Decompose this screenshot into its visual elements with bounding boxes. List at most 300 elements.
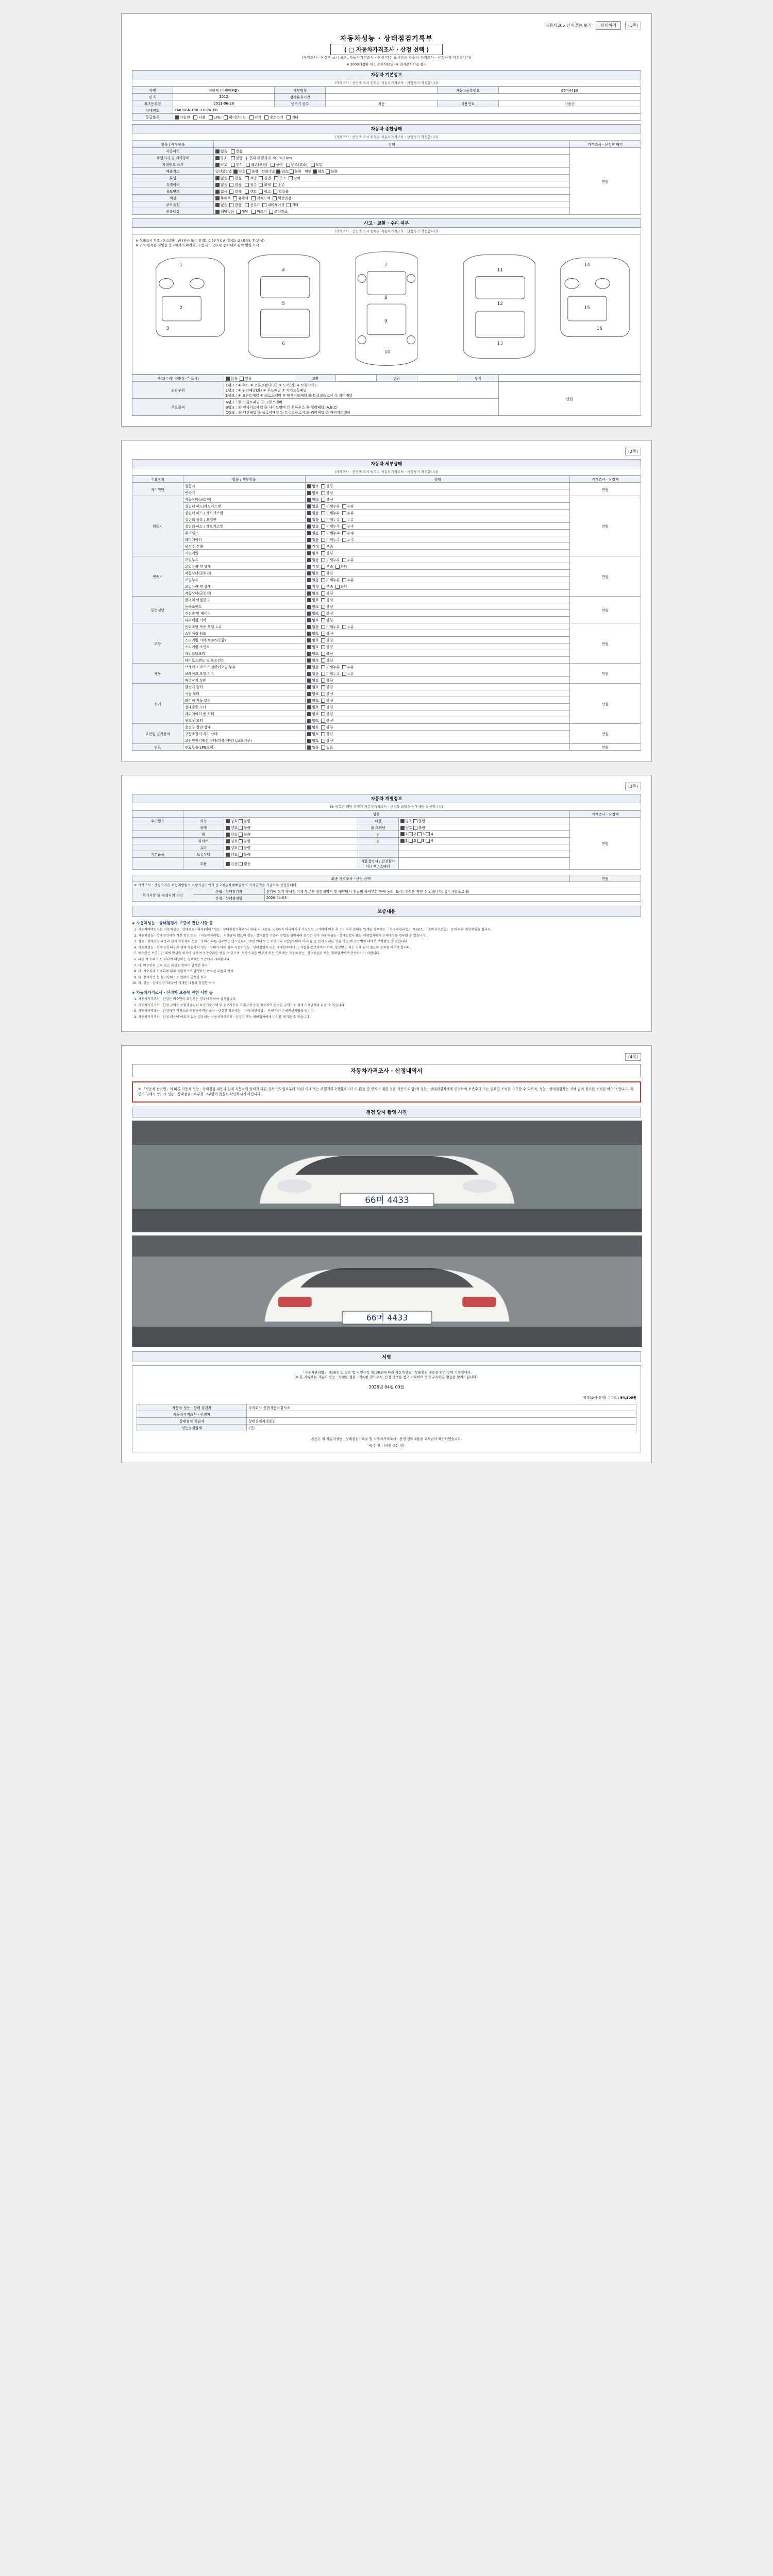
- sig-label-2: 상태점검 책임자: [137, 1417, 247, 1424]
- general-row-state-8[interactable]: [213, 201, 569, 208]
- emission-hc-good[interactable]: 양호: [276, 170, 288, 174]
- other-opt-5-0-0[interactable]: 양호: [226, 853, 238, 857]
- detail-opt-7-0-1[interactable]: 불량: [321, 725, 333, 730]
- final-price-title: 최종 가격조사 · 산정 금액: [132, 875, 570, 882]
- detail-opt-2-0-2[interactable]: 누유: [342, 558, 354, 562]
- detail-state-7-1[interactable]: [305, 731, 569, 737]
- detail-opt-1-6-2[interactable]: 누수: [342, 538, 354, 542]
- other-opt-3-1-2[interactable]: 3: [417, 839, 425, 843]
- detail-opt-5-0-2[interactable]: 누유: [342, 665, 354, 669]
- detail-opt-2-4-0[interactable]: 적정: [307, 585, 319, 589]
- detail-opt-5-0-0[interactable]: 없음: [307, 665, 319, 669]
- accident-history-label: 사고(수리)이력(유·무 표시): [132, 375, 224, 382]
- vin-opt-4[interactable]: 변조(위조): [286, 163, 308, 167]
- detail-state-7-2[interactable]: [305, 737, 569, 744]
- other-opt-1-1-0[interactable]: 양호: [400, 826, 412, 830]
- detail-opt-6-2-0[interactable]: 양호: [307, 699, 319, 703]
- detail-opt-2-3-1[interactable]: 미세누유: [321, 578, 340, 582]
- other-opt-1-1-1[interactable]: 불량: [413, 826, 425, 830]
- detail-state-1-4[interactable]: [305, 523, 569, 530]
- detail-opt-8-0-1[interactable]: 있음: [321, 745, 333, 750]
- special-yes[interactable]: 있음: [229, 183, 241, 187]
- vin-opt-0[interactable]: 양호: [215, 163, 227, 167]
- detail-state-4-1[interactable]: [305, 630, 569, 637]
- detail-opt-7-1-0[interactable]: 양호: [307, 732, 319, 736]
- tuning-none[interactable]: 없음: [215, 176, 227, 180]
- detail-opt-3-3-1[interactable]: 불량: [321, 618, 333, 622]
- general-row-state-7[interactable]: [213, 195, 569, 201]
- other-opt-6-0-0[interactable]: 있음: [226, 862, 238, 866]
- emission-hc-bad[interactable]: 불량: [290, 170, 301, 174]
- other-opt-3-0-0[interactable]: 양호: [226, 839, 238, 843]
- accident-corrosion-label: 부식: [458, 375, 498, 382]
- detail-opt-4-2-0[interactable]: 양호: [307, 638, 319, 642]
- grade-opt-2[interactable]: LPG: [209, 115, 221, 120]
- detail-opt-7-2-0[interactable]: 양호: [307, 739, 319, 743]
- general-row-state-5[interactable]: [213, 181, 569, 188]
- other-cell-state-6-1[interactable]: [398, 858, 569, 870]
- detail-opt-1-3-2[interactable]: 누유: [342, 518, 354, 522]
- detail-group-7: 고전원 전기장치: [132, 724, 183, 744]
- other-cell-state-0-0[interactable]: [224, 818, 358, 824]
- detail-opt-3-0-0[interactable]: 양호: [307, 598, 319, 602]
- detail-opt-1-4-1[interactable]: 미세누수: [321, 524, 340, 529]
- detail-opt-3-2-1[interactable]: 불량: [321, 612, 333, 616]
- basic-value-trans: 자동: [326, 100, 438, 107]
- detail-opt-4-4-1[interactable]: 불량: [321, 652, 333, 656]
- other-cell-label-1-1: 룸 크리닝: [358, 824, 398, 831]
- detail-opt-1-8-1[interactable]: 불량: [321, 551, 333, 555]
- part-ranks: [224, 382, 498, 399]
- detail-opt-7-1-1[interactable]: 불량: [321, 732, 333, 736]
- detail-row: [132, 637, 641, 643]
- other-opt-2-1-3[interactable]: 4: [426, 832, 433, 836]
- detail-opt-1-3-1[interactable]: 미세누유: [321, 518, 340, 522]
- option-sunroof[interactable]: 선루프: [245, 203, 260, 207]
- detail-opt-6-4-0[interactable]: 양호: [307, 712, 319, 716]
- usechange-yes[interactable]: 있음: [229, 190, 241, 194]
- tuning-device[interactable]: 장치: [289, 176, 300, 180]
- detail-state-4-0[interactable]: [305, 623, 569, 630]
- detail-opt-4-3-1[interactable]: 불량: [321, 645, 333, 649]
- other-cell-state-5-1[interactable]: [398, 851, 569, 858]
- detail-state-0-1[interactable]: [305, 489, 569, 496]
- detail-opt-0-0-1[interactable]: 불량: [321, 484, 333, 488]
- detail-opt-1-1-0[interactable]: 없음: [307, 504, 319, 509]
- color-changed[interactable]: 색상변경: [273, 196, 291, 200]
- basic-value-plate: 66머4433: [498, 87, 641, 94]
- detail-opt-0-0-0[interactable]: 양호: [307, 484, 319, 488]
- grade-opt-6[interactable]: 기타: [287, 115, 298, 120]
- color-full-paint[interactable]: 전체도색: [251, 196, 270, 200]
- other-cell-state-2-1[interactable]: [398, 831, 569, 838]
- page4-toolbar: [132, 1053, 641, 1061]
- special-none[interactable]: 없음: [215, 183, 227, 187]
- detail-state-8-0[interactable]: [305, 744, 569, 751]
- special-flood[interactable]: 침수: [245, 183, 257, 187]
- other-cell-state-1-0[interactable]: [224, 824, 358, 831]
- detail-opt-6-0-1[interactable]: 불량: [321, 685, 333, 689]
- svg-text:15: 15: [584, 306, 591, 311]
- detail-opt-2-4-1[interactable]: 부족: [321, 585, 333, 589]
- other-cell-state-4-0[interactable]: [224, 844, 358, 851]
- detail-state-3-0[interactable]: [305, 597, 569, 603]
- detail-row: [132, 630, 641, 637]
- warranty-list-2: [132, 997, 641, 1020]
- chk-good-1[interactable]: 양호: [215, 156, 227, 160]
- detail-opt-2-2-0[interactable]: 양호: [307, 571, 319, 575]
- detail-opt-2-1-0[interactable]: 적정: [307, 565, 319, 569]
- detail-state-1-5[interactable]: [305, 530, 569, 536]
- detail-opt-6-3-1[interactable]: 불량: [321, 705, 333, 709]
- detail-opt-2-5-1[interactable]: 불량: [321, 591, 333, 596]
- special-total[interactable]: 전손: [273, 183, 285, 187]
- detail-state-2-4[interactable]: [305, 583, 569, 590]
- recall-na[interactable]: 해당없음: [215, 210, 234, 214]
- sig-value-2: 상태점검자명종인: [247, 1417, 636, 1424]
- other-opt-3-0-1[interactable]: 불량: [239, 839, 250, 843]
- other-cell-state-5-0[interactable]: [224, 851, 358, 858]
- detail-opt-1-7-1[interactable]: 부족: [321, 545, 333, 549]
- detail-opt-1-8-0[interactable]: 양호: [307, 551, 319, 555]
- final-price-note: ※ 가격조사 · 산정가격은 보험개발원의 차량기준가액과 중고자동차매매업자의 거래금액을 기준으로 산정합니다.: [132, 882, 641, 888]
- detail-section-title: 자동차 세부상태: [132, 459, 641, 468]
- detail-opt-1-4-0[interactable]: 없음: [307, 524, 319, 529]
- other-cell-state-2-0[interactable]: [224, 831, 358, 838]
- grade-opt-4[interactable]: 전기: [249, 115, 261, 120]
- detail-opt-6-0-0[interactable]: 양호: [307, 685, 319, 689]
- warranty-item-2-2: 3. 자동차가격조사 · 산정자가 거짓으로 자동차가격을 조사 · 산정한 경우에는 「자동차관리법」 등에 따라 손해배상책임을 집니다.: [138, 1009, 641, 1014]
- signature-row: [137, 1411, 636, 1417]
- detail-state-2-5[interactable]: [305, 590, 569, 597]
- other-cell-state-3-1[interactable]: [398, 838, 569, 844]
- warranty-title: 보증내용: [132, 906, 641, 917]
- option-etc[interactable]: 기타: [287, 203, 298, 207]
- detail-opt-1-0-0[interactable]: 양호: [307, 498, 319, 502]
- general-row-state-3[interactable]: [213, 168, 569, 175]
- detail-state-1-8[interactable]: [305, 550, 569, 556]
- option-navi[interactable]: 내비게이션: [262, 203, 284, 207]
- detail-opt-5-1-1[interactable]: 미세누유: [321, 672, 340, 676]
- usechange-rent[interactable]: 렌트: [245, 190, 257, 194]
- svg-text:11: 11: [497, 267, 503, 273]
- general-row-state-1[interactable]: 양호 불량 | 현재 주행거리 90,917 km: [213, 155, 569, 161]
- grade-opt-5[interactable]: 수소전기: [264, 115, 283, 120]
- detail-col-state: 상태: [305, 476, 569, 483]
- detail-opt-7-0-0[interactable]: 양호: [307, 725, 319, 730]
- detail-state-3-2[interactable]: [305, 610, 569, 617]
- detail-opt-2-2-1[interactable]: 불량: [321, 571, 333, 575]
- detail-row: [132, 724, 641, 731]
- detail-state-2-0[interactable]: [305, 556, 569, 563]
- other-opt-3-1-3[interactable]: 4: [426, 839, 433, 843]
- tuning-yes[interactable]: 있음: [229, 176, 241, 180]
- option-none[interactable]: 없음: [215, 203, 227, 207]
- basic-grade-options[interactable]: [173, 114, 641, 121]
- detail-state-7-0[interactable]: [305, 724, 569, 731]
- basic-value-inspection: [326, 94, 641, 100]
- detail-opt-1-1-1[interactable]: 미세누유: [321, 504, 340, 509]
- detail-opt-2-1-1[interactable]: 부족: [321, 565, 333, 569]
- detail-opt-1-2-2[interactable]: 누유: [342, 511, 354, 515]
- recall-done[interactable]: 조치완료: [269, 210, 288, 214]
- detail-opt-6-2-1[interactable]: 불량: [321, 699, 333, 703]
- general-row-state-9[interactable]: [213, 208, 569, 215]
- detail-opt-3-1-0[interactable]: 양호: [307, 605, 319, 609]
- accident-history-state[interactable]: [224, 375, 295, 382]
- accident-none[interactable]: 없음: [226, 377, 238, 381]
- detail-opt-3-0-1[interactable]: 불량: [321, 598, 333, 602]
- detail-state-6-4[interactable]: [305, 710, 569, 717]
- other-opt-3-1-0[interactable]: 1: [400, 839, 408, 843]
- detail-col-item: 항목 / 세부항목: [183, 476, 305, 483]
- general-row-state-0[interactable]: [213, 148, 569, 155]
- other-opt-3-1-1[interactable]: 2: [409, 839, 416, 843]
- detail-opt-3-3-0[interactable]: 양호: [307, 618, 319, 622]
- detail-opt-2-4-2[interactable]: 과다: [335, 585, 347, 589]
- usechange-none[interactable]: 없음: [215, 190, 227, 194]
- tuning-structure[interactable]: 구조: [274, 176, 286, 180]
- other-cell-state-4-1[interactable]: [398, 844, 569, 851]
- other-name-3: [132, 838, 183, 844]
- detail-opt-4-0-2[interactable]: 누유: [342, 625, 354, 629]
- detail-opt-1-6-1[interactable]: 미세누수: [321, 538, 340, 542]
- detail-opt-1-1-2[interactable]: 누유: [342, 504, 354, 509]
- detail-state-1-0[interactable]: [305, 496, 569, 503]
- detail-opt-7-2-1[interactable]: 불량: [321, 739, 333, 743]
- detail-item-5-0: 브레이크 마스터 실린더오일 누유: [183, 664, 305, 670]
- general-col-price: 가격조사 · 산정액 빼기: [569, 141, 641, 148]
- detail-state-6-0[interactable]: [305, 684, 569, 690]
- other-opt-2-1-2[interactable]: 3: [417, 832, 425, 836]
- vin-opt-2[interactable]: 훼손(오염): [246, 163, 267, 167]
- detail-opt-1-0-1[interactable]: 불량: [321, 498, 333, 502]
- option-yes[interactable]: 있음: [229, 203, 241, 207]
- grade-opt-3[interactable]: 하이브리드: [224, 115, 246, 120]
- detail-opt-2-0-0[interactable]: 없음: [307, 558, 319, 562]
- other-cell-label-5-1: [358, 851, 398, 858]
- warranty-item-1-4: 5. 매수인은 보증기간 내에 발생한 하자에 대하여 보증수리를 받을 수 있으며, 보증수리를 받고자 하는 경우에는 자동차성능 · 상태점검자 또는 매매업자에게 연락하시기 바랍니다.: [138, 951, 641, 956]
- other-opt-1-0-1[interactable]: 불량: [239, 826, 250, 830]
- other-opt-1-0-0[interactable]: 양호: [226, 826, 238, 830]
- other-cell-label-3-1: 전: [358, 838, 398, 844]
- detail-item-1-0: 작동상태(공회전): [183, 496, 305, 503]
- other-name-2: [132, 831, 183, 838]
- detail-opt-0-1-1[interactable]: 불량: [321, 491, 333, 495]
- detail-opt-3-2-0[interactable]: 양호: [307, 612, 319, 616]
- detail-opt-4-1-0[interactable]: 양호: [307, 632, 319, 636]
- detail-opt-5-2-1[interactable]: 불량: [321, 679, 333, 683]
- emission-smoke-good[interactable]: 양호: [313, 170, 325, 174]
- other-opt-6-0-1[interactable]: 없음: [239, 862, 250, 866]
- detail-opt-2-1-2[interactable]: 과다: [335, 565, 347, 569]
- detail-state-4-4[interactable]: [305, 650, 569, 657]
- sig-label-1: 자동차가격조사 · 산정자: [137, 1411, 247, 1417]
- emission-smoke-bad[interactable]: 불량: [326, 170, 338, 174]
- other-cell-state-0-1[interactable]: [398, 818, 569, 824]
- odometer-label: 현재 주행거리: [249, 156, 271, 160]
- title-select-box[interactable]: ( □ 자동차가격조사 · 산정 선택 ): [330, 44, 443, 55]
- emission-co-good[interactable]: 양호: [233, 170, 245, 174]
- detail-state-5-1[interactable]: [305, 670, 569, 677]
- detail-row: [132, 583, 641, 590]
- other-opt-4-0-0[interactable]: 양호: [226, 846, 238, 850]
- special-fire[interactable]: 화재: [259, 183, 271, 187]
- vin-opt-1[interactable]: 부식: [231, 163, 243, 167]
- chk-bad-1[interactable]: 불량: [231, 156, 243, 160]
- emission-co-bad[interactable]: 불량: [246, 170, 258, 174]
- detail-opt-1-5-0[interactable]: 없음: [307, 531, 319, 535]
- detail-opt-1-2-1[interactable]: 미세누유: [321, 511, 340, 515]
- detail-opt-5-1-0[interactable]: 없음: [307, 672, 319, 676]
- rank-1: 1랭크 : ① 후드 ② 프론트펜더(좌) ③ 도어(좌) ④ 트렁크리드: [225, 383, 318, 387]
- general-row-state-6[interactable]: [213, 188, 569, 195]
- detail-opt-4-5-1[interactable]: 불량: [321, 658, 333, 663]
- other-opt-0-0-1[interactable]: 불량: [239, 819, 250, 823]
- other-opt-0-0-0[interactable]: 양호: [226, 819, 238, 823]
- detail-state-4-2[interactable]: [305, 637, 569, 643]
- usechange-lease[interactable]: 리스: [259, 190, 271, 194]
- detail-state-6-2[interactable]: [305, 697, 569, 704]
- warranty-item-2-3: 4. 자동차가격조사 · 산정 내용에 이의가 있는 경우에는 자동차가격조사 · 산정자 또는 매매업자에게 이의를 제기할 수 있습니다.: [138, 1015, 641, 1020]
- svg-text:66머 4433: 66머 4433: [365, 1194, 409, 1205]
- other-opt-2-0-1[interactable]: 불량: [239, 833, 250, 837]
- grade-opt-1[interactable]: 디젤: [193, 115, 205, 120]
- detail-state-3-1[interactable]: [305, 603, 569, 610]
- detail-opt-4-1-1[interactable]: 불량: [321, 632, 333, 636]
- other-cell-state-6-0[interactable]: [224, 858, 358, 870]
- svg-text:8: 8: [384, 295, 388, 301]
- other-cell-label-3-0: 타이어: [183, 838, 224, 844]
- recall-yes[interactable]: 해당: [237, 210, 248, 214]
- detail-opt-1-2-0[interactable]: 없음: [307, 511, 319, 515]
- detail-opt-4-4-0[interactable]: 양호: [307, 652, 319, 656]
- other-table: [132, 810, 641, 870]
- detail-state-1-6[interactable]: [305, 536, 569, 543]
- detail-opt-6-3-0[interactable]: 양호: [307, 705, 319, 709]
- color-achromatic[interactable]: 무채색: [215, 196, 231, 200]
- other-cell-state-3-0[interactable]: [224, 838, 358, 844]
- detail-opt-6-1-0[interactable]: 양호: [307, 692, 319, 696]
- detail-opt-1-3-0[interactable]: 없음: [307, 518, 319, 522]
- sig-label-3: 성능점검업체: [137, 1424, 247, 1431]
- detail-opt-4-5-0[interactable]: 양호: [307, 658, 319, 663]
- detail-state-0-0[interactable]: [305, 483, 569, 489]
- detail-item-4-3: 스티어링 조인트: [183, 643, 305, 650]
- svg-text:1: 1: [179, 262, 183, 268]
- detail-state-6-5[interactable]: [305, 717, 569, 724]
- detail-opt-1-6-0[interactable]: 없음: [307, 538, 319, 542]
- detail-opt-5-2-0[interactable]: 양호: [307, 679, 319, 683]
- detail-opt-1-4-2[interactable]: 누수: [342, 524, 354, 529]
- other-opt-2-0-0[interactable]: 양호: [226, 833, 238, 837]
- detail-state-6-3[interactable]: [305, 704, 569, 710]
- detail-state-4-3[interactable]: [305, 643, 569, 650]
- other-opt-0-1-0[interactable]: 양호: [400, 819, 412, 823]
- general-row-state-2[interactable]: [213, 161, 569, 168]
- detail-opt-2-3-0[interactable]: 없음: [307, 578, 319, 582]
- color-chromatic[interactable]: 유채색: [233, 196, 248, 200]
- other-opt-2-1-1[interactable]: 2: [409, 832, 416, 836]
- warranty-item-1-3: 4. 자동차성능 · 상태점검 내용과 실제 자동차의 성능 · 상태가 다른 경우 자동차성능 · 상태점검자 또는 매매업자에게 그 사실을 통보하여야 하며, 통보받은 자는 지체 없이 필요한 조치를 하여야 합니다.: [138, 945, 641, 951]
- detail-opt-1-5-2[interactable]: 누수: [342, 531, 354, 535]
- other-name-1: [132, 824, 183, 831]
- detail-body: [132, 483, 641, 751]
- detail-opt-6-5-1[interactable]: 불량: [321, 719, 333, 723]
- detail-state-3-3[interactable]: [305, 617, 569, 623]
- other-opt-5-0-1[interactable]: 불량: [239, 853, 250, 857]
- other-opt-0-1-1[interactable]: 불량: [413, 819, 425, 823]
- photo-page-title: 자동차가격조사 · 산정내역서: [132, 1064, 641, 1077]
- detail-opt-1-5-1[interactable]: 미세누수: [321, 531, 340, 535]
- vin-opt-5[interactable]: 도말: [311, 163, 323, 167]
- detail-state-2-1[interactable]: [305, 563, 569, 570]
- detail-state-2-2[interactable]: [305, 570, 569, 577]
- detail-opt-2-3-2[interactable]: 누유: [342, 578, 354, 582]
- chk-none-0[interactable]: 없음: [215, 149, 227, 154]
- detail-row: [132, 677, 641, 684]
- detail-opt-2-0-1[interactable]: 미세누유: [321, 558, 340, 562]
- print-button[interactable]: 인쇄하기: [596, 21, 621, 30]
- detail-opt-6-1-1[interactable]: 불량: [321, 692, 333, 696]
- vin-opt-3[interactable]: 상이: [271, 163, 282, 167]
- recall-notdone[interactable]: 미조치: [251, 210, 267, 214]
- svg-text:10: 10: [384, 349, 391, 355]
- detail-state-1-3[interactable]: [305, 516, 569, 523]
- grade-opt-0[interactable]: 가솔린: [175, 115, 190, 120]
- detail-state-2-3[interactable]: [305, 577, 569, 583]
- detail-row: [132, 530, 641, 536]
- detail-opt-8-0-0[interactable]: 없음: [307, 745, 319, 750]
- detail-state-5-2[interactable]: [305, 677, 569, 684]
- detail-state-1-1[interactable]: [305, 503, 569, 510]
- detail-opt-5-0-1[interactable]: 미세누유: [321, 665, 340, 669]
- signature-row: [137, 1424, 636, 1431]
- tuning-legal[interactable]: 적법: [245, 176, 257, 180]
- other-opt-4-0-1[interactable]: 불량: [239, 846, 250, 850]
- detail-state-4-5[interactable]: [305, 657, 569, 664]
- detail-state-1-2[interactable]: [305, 510, 569, 516]
- svg-text:66머 4433: 66머 4433: [366, 1312, 408, 1323]
- frame-c: C랭크 : ⑲ 대쉬패널 ⑳ 플로어패널 ㉑ 트렁크플로어 ㉒ 리어패널 ㉓ 패키지트레이: [225, 411, 350, 415]
- detail-opt-4-0-0[interactable]: 없음: [307, 625, 319, 629]
- usechange-biz[interactable]: 영업용: [273, 190, 289, 194]
- general-row-state-4[interactable]: [213, 175, 569, 181]
- detail-state-6-1[interactable]: [305, 690, 569, 697]
- detail-opt-3-1-1[interactable]: 불량: [321, 605, 333, 609]
- detail-state-1-7[interactable]: [305, 543, 569, 550]
- detail-item-2-2: 작동상태(공회전): [183, 570, 305, 577]
- accident-yes[interactable]: 있음: [240, 377, 251, 381]
- top-link[interactable]: 자동차365 안내말씀 보기: [545, 23, 592, 28]
- detail-opt-4-3-0[interactable]: 양호: [307, 645, 319, 649]
- detail-opt-4-0-1[interactable]: 미세누유: [321, 625, 340, 629]
- detail-opt-4-2-1[interactable]: 불량: [321, 638, 333, 642]
- detail-opt-1-7-0[interactable]: 적정: [307, 545, 319, 549]
- chk-yes-0[interactable]: 있음: [231, 149, 243, 154]
- other-opt-2-1-0[interactable]: 1: [400, 832, 408, 836]
- detail-opt-5-1-2[interactable]: 누유: [342, 672, 354, 676]
- odometer-value: 90,917 km: [273, 156, 292, 160]
- detail-opt-6-5-0[interactable]: 양호: [307, 719, 319, 723]
- detail-opt-2-5-0[interactable]: 양호: [307, 591, 319, 596]
- detail-opt-6-4-1[interactable]: 불량: [321, 712, 333, 716]
- detail-opt-0-1-0[interactable]: 양호: [307, 491, 319, 495]
- detail-state-5-0[interactable]: [305, 664, 569, 670]
- detail-item-2-0: 오일누유: [183, 556, 305, 563]
- tuning-illegal[interactable]: 불법: [259, 176, 271, 180]
- other-cell-state-1-1[interactable]: [398, 824, 569, 831]
